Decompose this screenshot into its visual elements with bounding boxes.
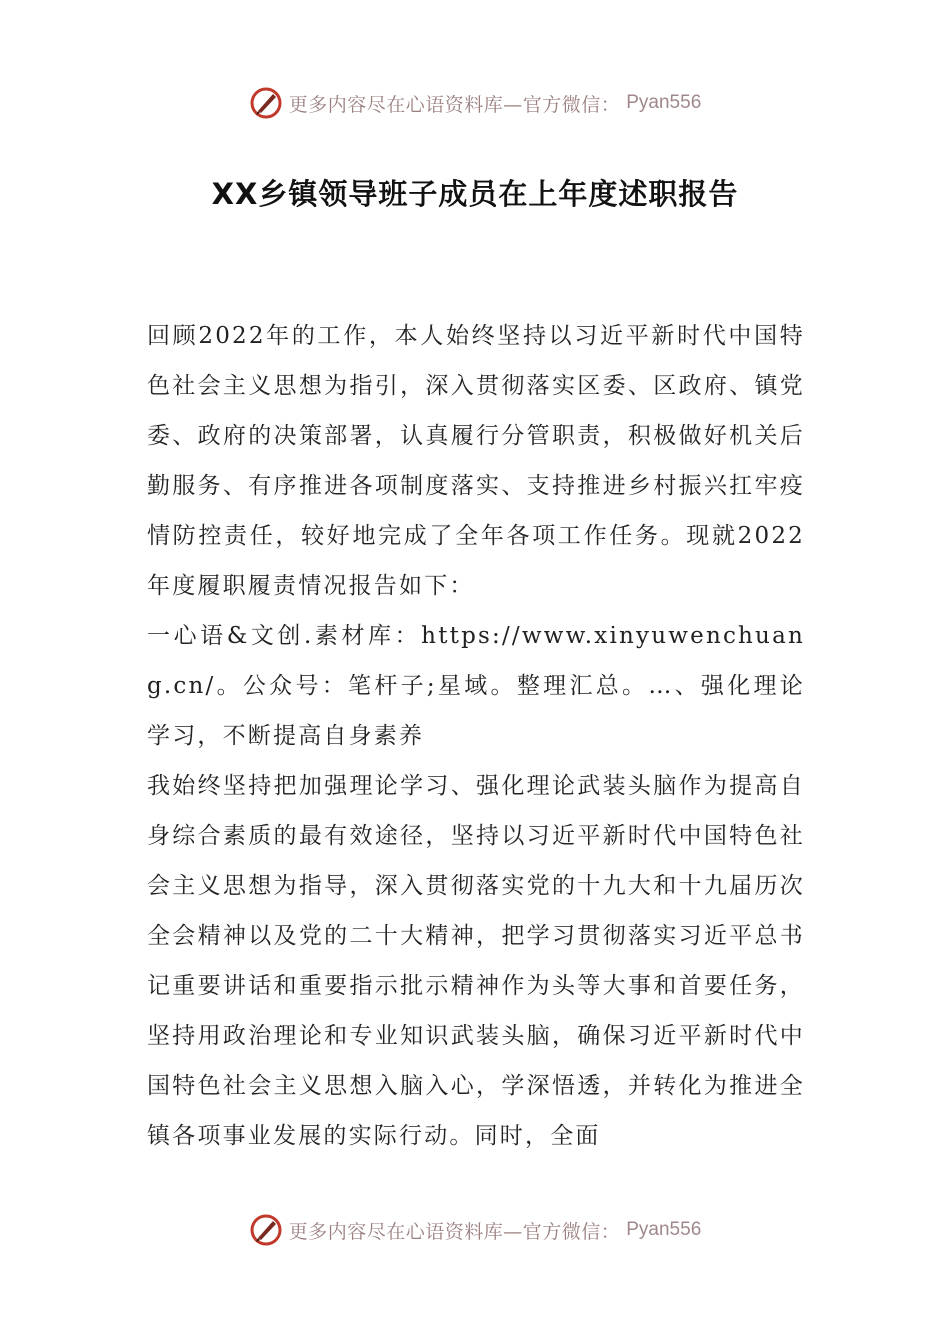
document-body — [147, 311, 805, 1161]
paragraph: 我始终坚持把加强理论学习、强化理论武装头脑作为提高自身综合素质的最有效途径，坚持以习近平新时代中国特色社会主义思想为指导，深入贯彻落实党的十九大和十九届历次全会精神以及党的二十大精神，把学习贯彻落实习近平总书记重要讲话和重要指示批示精神作为头等大事和首要任务，坚持用政治理论和专业知识武装头脑，确保习近平新时代中国特色社会主义思想入脑入心，学深悟透，并转化为推进全镇各项事业发展的实际行动。同时，全面 — [147, 773, 805, 1149]
wechat-id: Pyan556 — [626, 92, 702, 113]
paragraph: 一心语&文创.素材库：https://www.xinyuwenchuang.cn/。公众号：笔杆子;星域。整理汇总。…、强化理论学习，不断提高自身素养 — [147, 623, 805, 749]
quill-pen-logo-icon — [249, 1213, 283, 1247]
wechat-id: Pyan556 — [626, 1219, 702, 1240]
footer-banner — [0, 1210, 950, 1250]
paragraph: 回顾2022年的工作，本人始终坚持以习近平新时代中国特色社会主义思想为指引，深入贯彻落实区委、区政府、镇党委、政府的决策部署，认真履行分管职责，积极做好机关后勤服务、有序推进各项制度落实、支持推进乡村振兴扛牢疫情防控责任，较好地完成了全年各项工作任务。现就2022年度履职履责情况报告如下： — [147, 323, 805, 599]
header-banner — [0, 83, 950, 123]
quill-pen-logo-icon — [249, 86, 283, 120]
document-title: XX乡镇领导班子成员在上年度述职报告 — [211, 177, 739, 211]
banner-slogan: 更多内容尽在心语资料库—官方微信： — [288, 1220, 621, 1243]
banner-slogan: 更多内容尽在心语资料库—官方微信： — [288, 93, 621, 116]
